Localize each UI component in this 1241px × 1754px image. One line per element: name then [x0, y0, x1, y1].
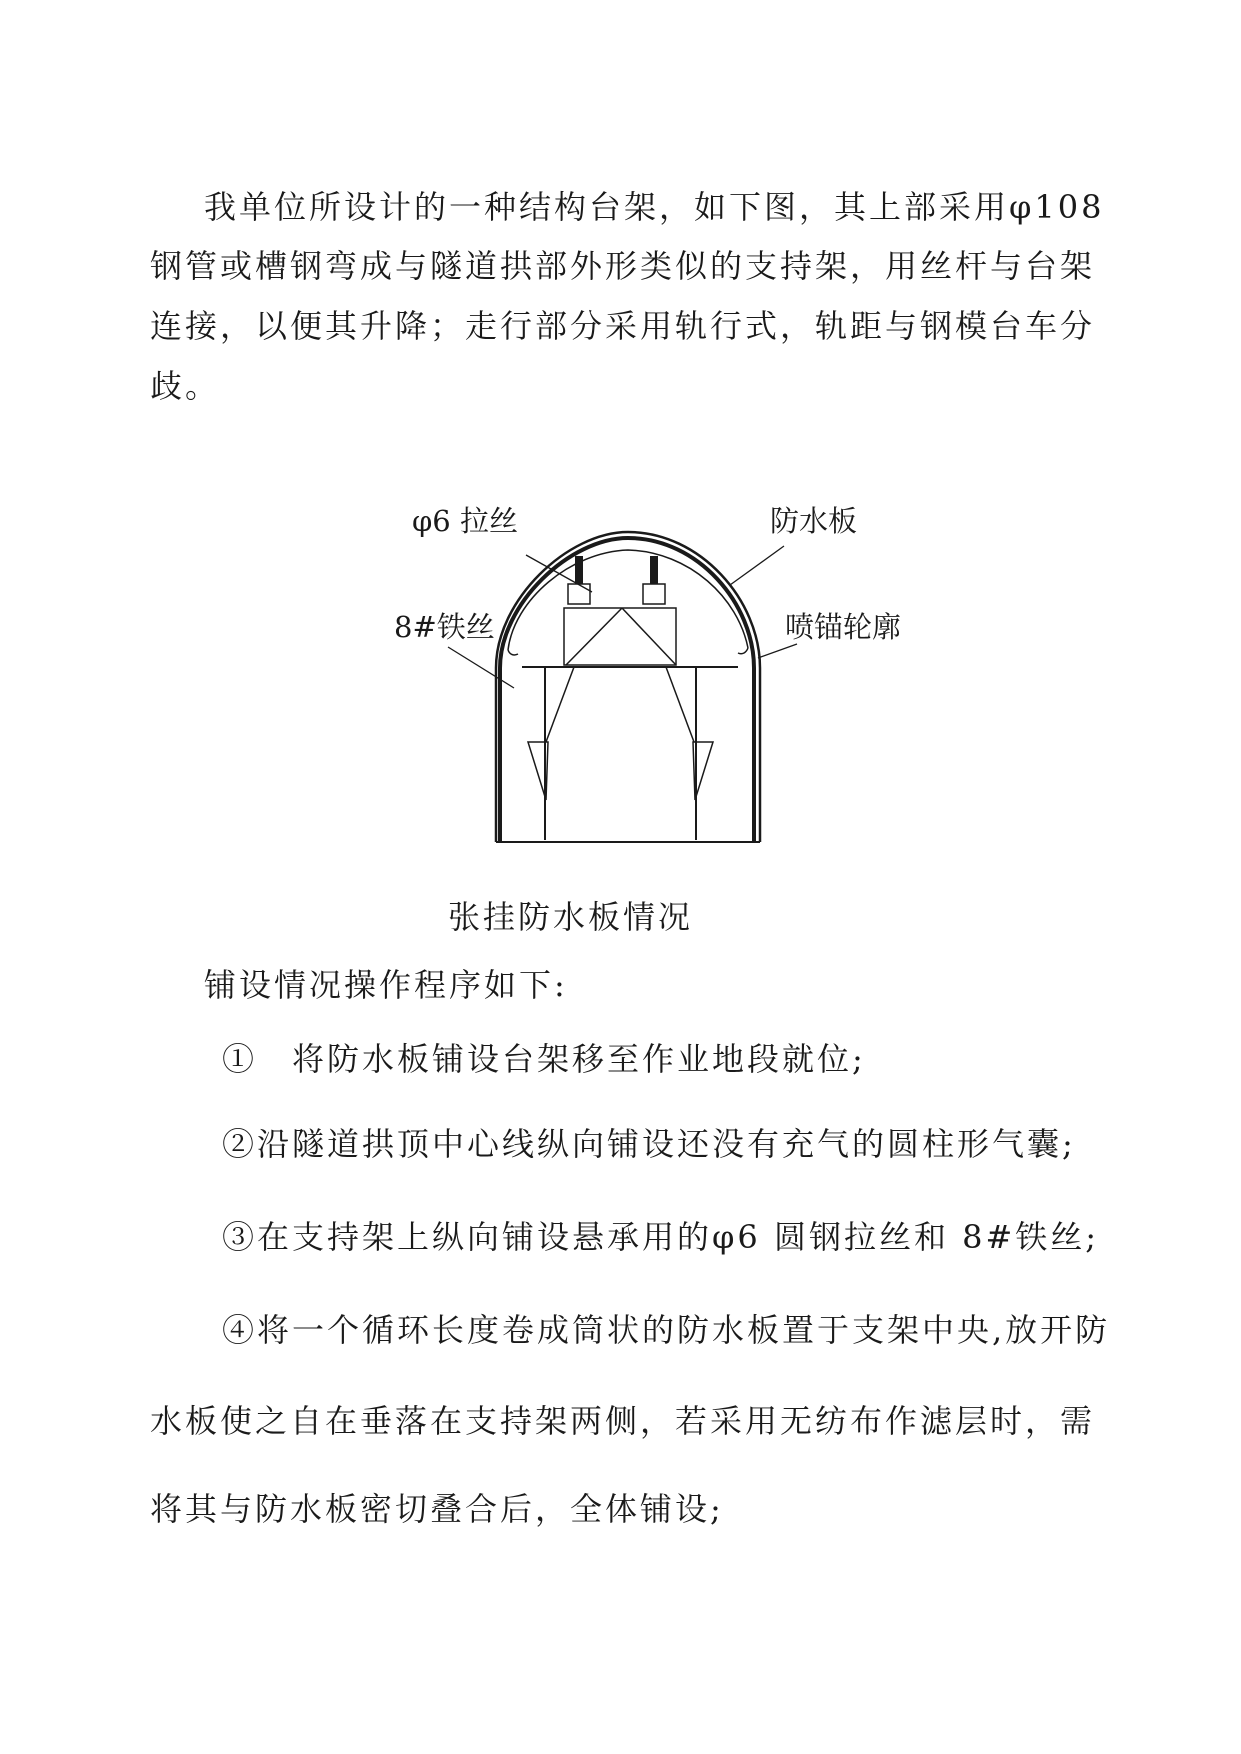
procedure-continuation-2: 将其与防水板密切叠合后，全体铺设; [150, 1490, 724, 1528]
screw-left [575, 556, 583, 584]
screw-base-left [568, 584, 590, 604]
arch-hook-left [508, 650, 518, 655]
procedure-step-2: ②沿隧道拱顶中心线纵向铺设还没有充气的圆柱形气囊; [222, 1125, 1076, 1163]
label-wire-8: 8#铁丝 [394, 610, 495, 644]
intro-line-3: 连接，以便其升降；走行部分采用轨行式，轨距与钢模台车分 [150, 307, 1096, 345]
brace-top-left [566, 608, 622, 665]
tunnel-diagram-svg [380, 500, 920, 860]
leader-wire8 [448, 647, 514, 688]
intro-line-2: 钢管或槽钢弯成与隧道拱部外形类似的支持架，用丝杆与台架 [150, 247, 1096, 285]
screw-right [650, 556, 658, 584]
procedure-step-1: ① 将防水板铺设台架移至作业地段就位; [222, 1040, 866, 1078]
intro-line-1: 我单位所设计的一种结构台架，如下图，其上部采用φ108 [204, 188, 1105, 226]
leader-waterproof [730, 546, 784, 585]
label-phi6-wire: φ6 拉丝 [412, 504, 518, 538]
brace-top-right [622, 608, 676, 665]
procedure-heading: 铺设情况操作程序如下: [204, 966, 568, 1004]
arch-hook-right [738, 648, 748, 654]
figure-caption: 张挂防水板情况 [448, 898, 694, 936]
label-shotcrete-outline: 喷锚轮廓 [785, 610, 902, 644]
label-waterproof-board: 防水板 [770, 504, 858, 538]
screw-base-right [643, 584, 665, 604]
procedure-step-4: ④将一个循环长度卷成筒状的防水板置于支架中央,放开防 [222, 1311, 1111, 1349]
waterproof-board-line [500, 538, 754, 842]
procedure-step-3: ③在支持架上纵向铺设悬承用的φ6 圆钢拉丝和 8#铁丝; [222, 1218, 1100, 1256]
tunnel-outer-outline [496, 532, 760, 842]
knee-brace-right [666, 667, 694, 742]
procedure-continuation-1: 水板使之自在垂落在支持架两侧，若采用无纺布作滤层时，需 [150, 1402, 1096, 1440]
intro-line-4: 歧。 [150, 367, 221, 405]
leader-shotcrete [758, 644, 797, 658]
upper-frame-box [564, 608, 676, 665]
tunnel-diagram [380, 500, 920, 860]
knee-brace-left [546, 667, 574, 742]
